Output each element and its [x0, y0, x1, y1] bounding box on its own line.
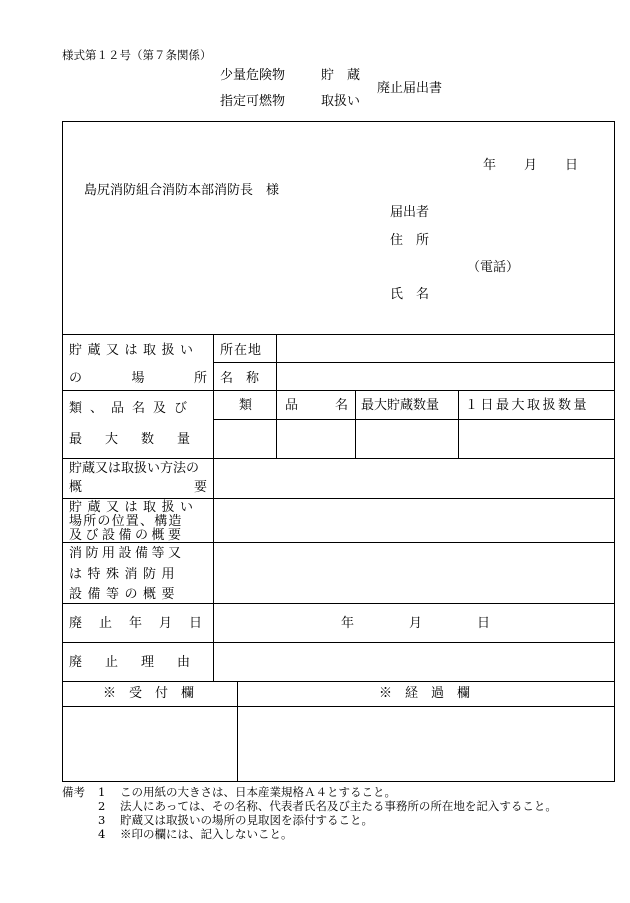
date-day: 日: [565, 158, 579, 173]
type-label-line2: 最大数量: [69, 432, 214, 447]
abolish-reason-label: 廃止理由: [69, 655, 214, 670]
location-label-line1: [69, 344, 207, 357]
address-field-label: 所在地: [220, 343, 263, 358]
addressee: 島尻消防組合消防本部消防長 様: [84, 183, 280, 198]
title-handling: 取扱い: [321, 94, 361, 109]
title-small-hazardous: 少量危険物: [220, 68, 286, 83]
address-label: 住 所: [390, 233, 430, 248]
col-max-daily: １日最大取扱数量: [465, 398, 590, 413]
col-item-a: 品: [285, 398, 299, 413]
structure-label-line1: 貯蔵又は取扱い: [69, 500, 199, 515]
col-max-storage: 最大貯蔵数量: [361, 398, 440, 413]
form-table: [62, 121, 615, 782]
applicant-label: 届出者: [390, 205, 430, 220]
equipment-label-line3: 設備等の概要: [69, 587, 181, 602]
title-storage: 貯 蔵: [321, 68, 361, 83]
type-label-line1: 類、品名及び: [69, 401, 196, 416]
notes-label: 備考: [62, 785, 85, 799]
method-label-line1: 貯蔵又は取扱い方法の: [69, 461, 200, 476]
abolish-day: 日: [477, 616, 491, 631]
location-label-line1-text: 貯蔵又は取扱い: [69, 343, 199, 358]
name-label: 氏 名: [390, 287, 430, 302]
equipment-label-line2: は特殊消防用: [69, 567, 181, 582]
title-main: 廃止届出書: [377, 81, 443, 96]
reception-label: ※ 受 付 欄: [103, 686, 195, 701]
structure-label-line3: 及び設備の概要: [69, 528, 185, 543]
col-class: 類: [239, 398, 253, 413]
progress-label: ※ 経 過 欄: [379, 686, 471, 701]
method-label-line2: 概 要: [69, 480, 207, 495]
col-item-b: 名: [335, 398, 349, 413]
abolish-year: 年: [341, 616, 355, 631]
title-designated-combustible: 指定可燃物: [220, 94, 286, 109]
location-label-line2: の 場 所: [69, 371, 207, 386]
form-number-label: 様式第１２号（第７条関係）: [62, 48, 212, 62]
equipment-label-line1: 消防用設備等又: [69, 546, 185, 561]
abolish-month: 月: [409, 616, 423, 631]
date-month: 月: [524, 158, 538, 173]
facility-name-label: 名 称: [220, 371, 260, 386]
structure-label-line2: 場所の位置、構造: [69, 514, 183, 529]
phone-label: （電話）: [467, 260, 520, 275]
abolish-date-label: 廃止年月日: [69, 616, 220, 631]
date-year: 年: [483, 158, 497, 173]
